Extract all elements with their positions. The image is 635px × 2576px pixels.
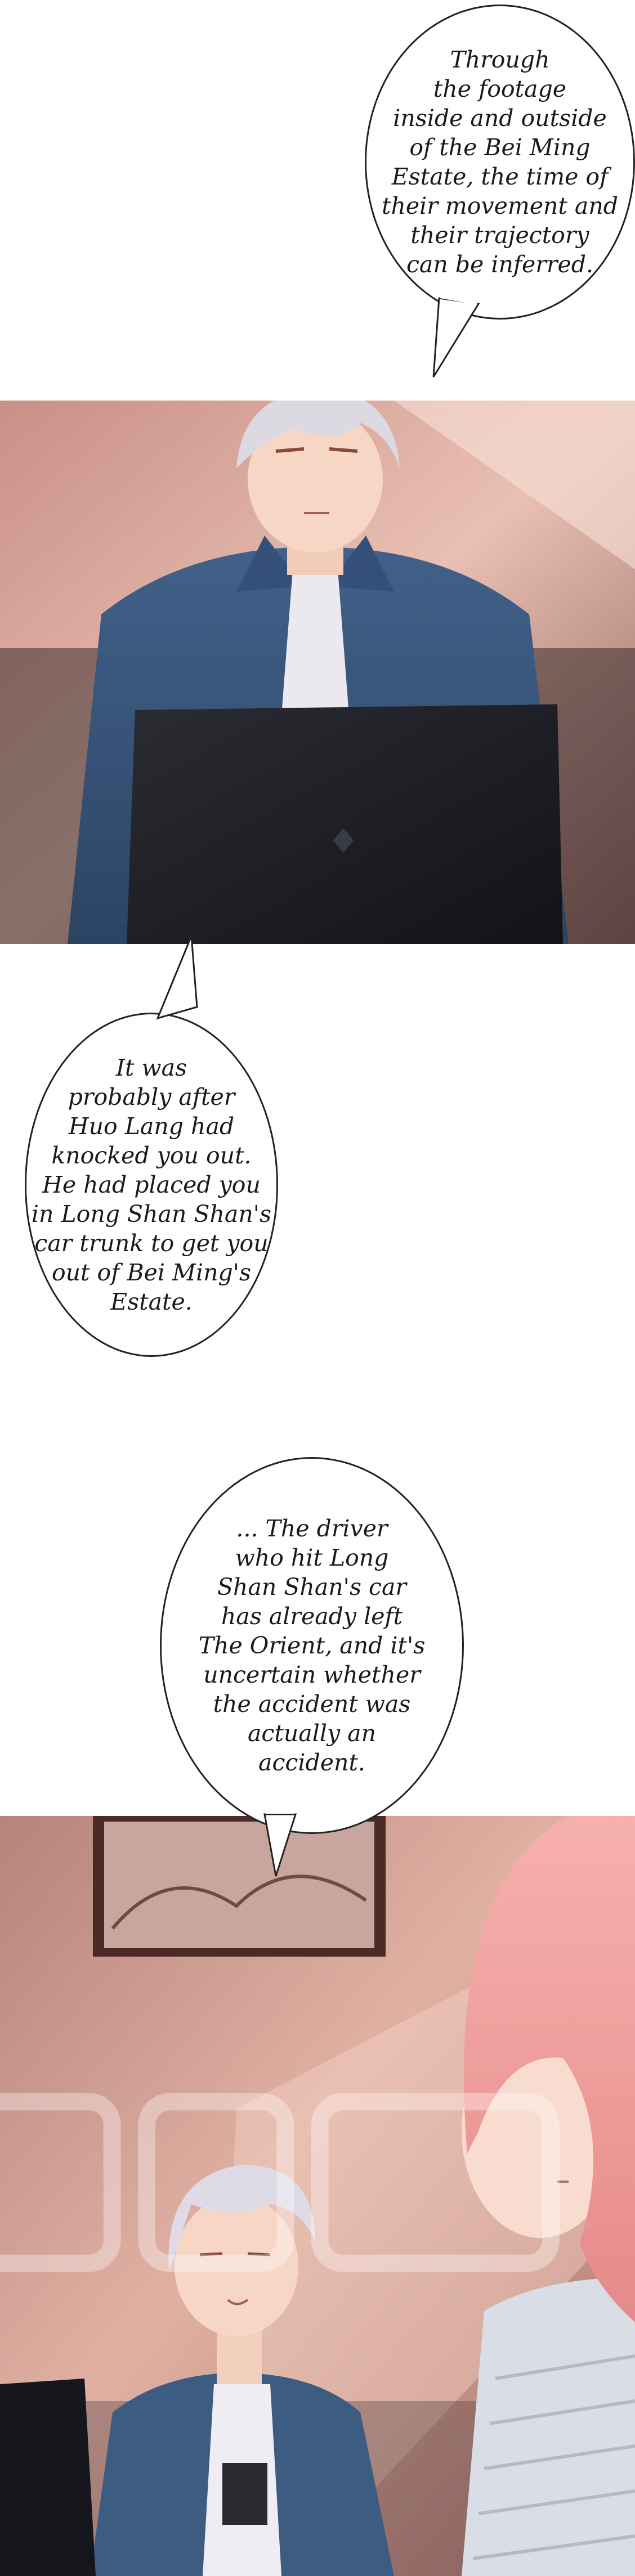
panel-1-illustration [0,401,635,944]
watermark-logo [0,1816,585,2562]
speech-bubble-3 [160,1457,464,1834]
speech-bubble-text: Through the footage inside and outside of the Bei Ming Estate, the time of their movement and their trajectory can be inferred. [381,46,619,278]
speech-bubble-text: ... The driver who hit Long Shan Shan's car has already left The Orient, and it's uncertain whether the accident was actually an accident. [198,1515,426,1776]
speech-bubble-tail [428,293,495,383]
speech-bubble-tail [152,934,203,1024]
speech-bubble-text: It was probably after Huo Lang had knocked you out. He had placed you in Long Shan Shan's car trunk to get you out of Bei Ming's Estate. [31,1054,272,1315]
speech-bubble-2 [25,1013,278,1357]
speech-bubble-tail [253,1809,304,1882]
speech-bubble-1 [365,5,635,320]
manga-panel-1 [0,401,635,944]
manga-panel-2 [0,1816,635,2576]
